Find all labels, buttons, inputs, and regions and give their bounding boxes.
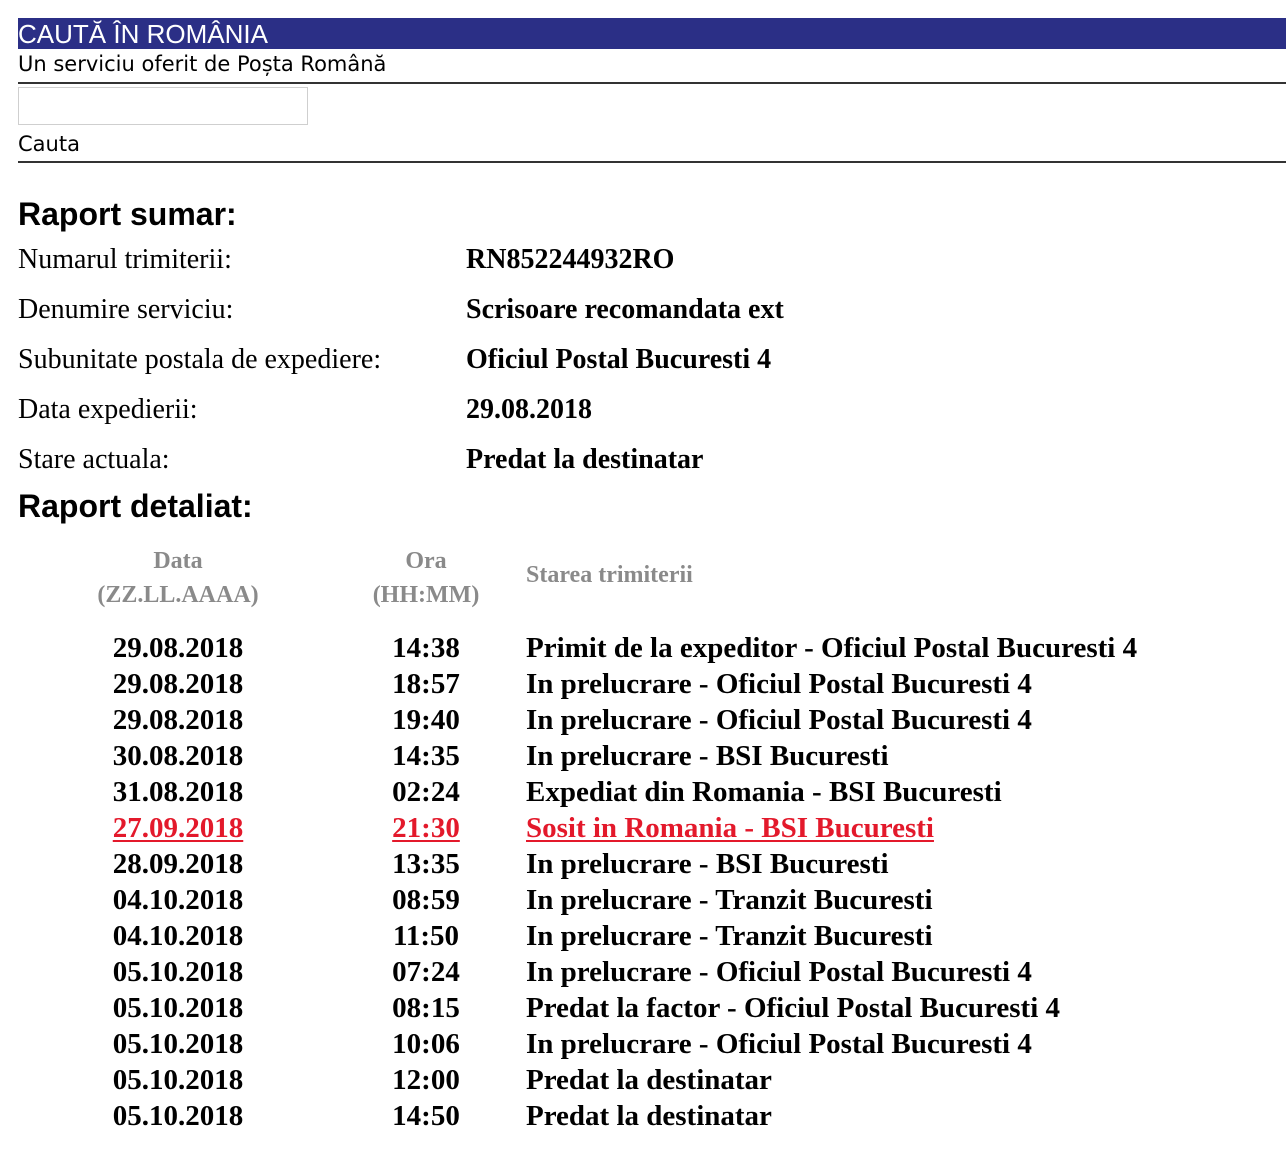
site-banner <box>18 18 1286 49</box>
event-date: 05.10.2018 <box>112 1100 244 1132</box>
event-status: In prelucrare - Oficiul Postal Bucuresti 4 <box>526 704 1032 736</box>
event-status: In prelucrare - Oficiul Postal Bucuresti 4 <box>526 1028 1032 1060</box>
table-row <box>18 882 1286 918</box>
event-status: In prelucrare - Oficiul Postal Bucuresti 4 <box>526 668 1032 700</box>
summary-label: Data expedierii: <box>18 394 198 425</box>
column-header-time <box>356 544 496 612</box>
column-header-status: Starea trimiterii <box>526 562 693 588</box>
event-time: 18:57 <box>392 668 460 700</box>
column-header-date <box>76 544 280 612</box>
event-status: Primit de la expeditor - Oficiul Postal Bucuresti 4 <box>526 632 1138 664</box>
event-status: In prelucrare - Tranzit Bucuresti <box>526 920 933 952</box>
search-label: Cauta <box>18 125 1286 163</box>
table-row <box>18 1062 1286 1098</box>
summary-label: Numarul trimiterii: <box>18 244 232 275</box>
summary-value: RN852244932RO <box>466 244 675 275</box>
event-time: 02:24 <box>392 776 460 808</box>
table-row <box>18 990 1286 1026</box>
event-time: 08:59 <box>392 884 460 916</box>
site-subtitle: Un serviciu oferit de Poșta Română <box>18 49 1286 84</box>
summary-value: Predat la destinatar <box>466 444 704 475</box>
column-header-time-format: (HH:MM) <box>372 582 480 608</box>
event-time-link[interactable]: 21:30 <box>392 812 460 844</box>
event-date: 28.09.2018 <box>112 848 244 880</box>
event-status: In prelucrare - Oficiul Postal Bucuresti 4 <box>526 956 1032 988</box>
event-time: 14:50 <box>392 1100 460 1132</box>
banner-title: CAUTĂ ÎN ROMÂNIA <box>18 19 268 49</box>
event-date: 30.08.2018 <box>112 740 244 772</box>
table-row-highlighted[interactable] <box>18 810 1286 846</box>
event-date: 05.10.2018 <box>112 956 244 988</box>
event-status: In prelucrare - BSI Bucuresti <box>526 848 889 880</box>
event-date: 29.08.2018 <box>112 632 244 664</box>
search-input[interactable] <box>18 87 308 125</box>
column-header-date-title: Data <box>153 548 203 574</box>
event-time: 07:24 <box>392 956 460 988</box>
event-date-link[interactable]: 27.09.2018 <box>112 812 244 844</box>
event-date: 29.08.2018 <box>112 704 244 736</box>
table-row <box>18 1098 1286 1134</box>
detail-heading: Raport detaliat: <box>18 488 253 524</box>
event-status: Predat la destinatar <box>526 1064 772 1096</box>
summary-label: Stare actuala: <box>18 444 170 475</box>
event-time: 11:50 <box>392 920 460 952</box>
tracking-page <box>18 18 1286 1132</box>
summary-value: Oficiul Postal Bucuresti 4 <box>466 344 772 375</box>
summary-label: Subunitate postala de expediere: <box>18 344 382 375</box>
event-status: In prelucrare - Tranzit Bucuresti <box>526 884 933 916</box>
table-row <box>18 846 1286 882</box>
event-status: Predat la destinatar <box>526 1100 772 1132</box>
event-status: In prelucrare - BSI Bucuresti <box>526 740 889 772</box>
table-row <box>18 1026 1286 1062</box>
event-time: 19:40 <box>392 704 460 736</box>
table-row <box>18 954 1286 990</box>
event-date: 04.10.2018 <box>112 884 244 916</box>
summary-heading: Raport sumar: <box>18 196 237 232</box>
event-time: 14:38 <box>392 632 460 664</box>
event-time: 13:35 <box>392 848 460 880</box>
table-row <box>18 702 1286 738</box>
table-row <box>18 630 1286 666</box>
event-date: 05.10.2018 <box>112 1064 244 1096</box>
event-status-link[interactable]: Sosit in Romania - BSI Bucuresti <box>526 812 934 844</box>
table-row <box>18 738 1286 774</box>
event-time: 14:35 <box>392 740 460 772</box>
event-date: 29.08.2018 <box>112 668 244 700</box>
event-date: 05.10.2018 <box>112 992 244 1024</box>
event-date: 31.08.2018 <box>112 776 244 808</box>
column-header-date-format: (ZZ.LL.AAAA) <box>97 582 259 608</box>
summary-label: Denumire serviciu: <box>18 294 234 325</box>
event-time: 08:15 <box>392 992 460 1024</box>
summary-value: 29.08.2018 <box>466 394 592 425</box>
table-row <box>18 774 1286 810</box>
summary-value: Scrisoare recomandata ext <box>466 294 784 325</box>
event-time: 12:00 <box>392 1064 460 1096</box>
event-status: Predat la factor - Oficiul Postal Bucuresti 4 <box>526 992 1061 1024</box>
detail-table <box>18 630 1286 1134</box>
event-date: 04.10.2018 <box>112 920 244 952</box>
table-row <box>18 918 1286 954</box>
column-header-time-title: Ora <box>405 548 447 574</box>
table-row <box>18 666 1286 702</box>
event-date: 05.10.2018 <box>112 1028 244 1060</box>
event-status: Expediat din Romania - BSI Bucuresti <box>526 776 1002 808</box>
event-time: 10:06 <box>392 1028 460 1060</box>
